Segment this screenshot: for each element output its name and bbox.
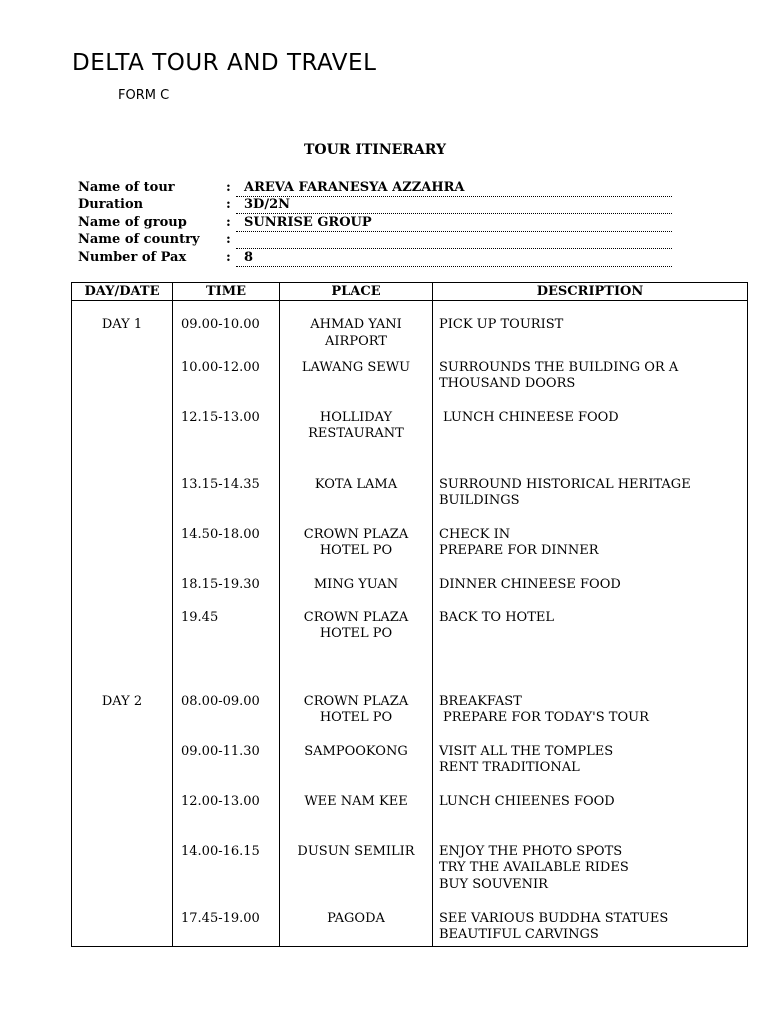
time-cell: 14.00-16.15	[173, 844, 280, 911]
time-cell: 12.00-13.00	[173, 794, 280, 844]
info-row-pax	[78, 250, 672, 267]
itinerary-table	[71, 282, 748, 947]
time-cell: 12.15-13.00	[173, 410, 280, 477]
description-cell: SURROUND HISTORICAL HERITAGE BUILDINGS	[433, 477, 748, 527]
day-cell	[72, 527, 173, 577]
company-name: DELTA TOUR AND TRAVEL	[72, 50, 377, 76]
info-label: Duration	[78, 197, 144, 213]
description-cell: LUNCH CHIEENES FOOD	[433, 794, 748, 844]
day-cell	[72, 410, 173, 477]
day-cell: DAY 2	[72, 694, 173, 744]
day-cell	[72, 577, 173, 610]
place-cell: WEE NAM KEE	[280, 794, 433, 844]
table-row	[72, 577, 748, 610]
info-value: SUNRISE GROUP	[236, 215, 672, 232]
description-cell: LUNCH CHINEESE FOOD	[433, 410, 748, 477]
info-label: Name of group	[78, 214, 187, 230]
info-value: 8	[236, 250, 672, 267]
info-value	[236, 232, 672, 249]
info-colon: :	[226, 232, 231, 248]
table-row	[72, 360, 748, 410]
time-cell: 13.15-14.35	[173, 477, 280, 527]
table-row	[72, 527, 748, 577]
table-row	[72, 694, 748, 744]
info-label: Number of Pax	[78, 249, 187, 265]
description-cell: SURROUNDS THE BUILDING OR A THOUSAND DOORS	[433, 360, 748, 410]
description-cell: DINNER CHINEESE FOOD	[433, 577, 748, 610]
place-cell: SAMPOOKONG	[280, 744, 433, 794]
time-cell: 17.45-19.00	[173, 911, 280, 947]
table-row	[72, 744, 748, 794]
description-cell: PICK UP TOURIST	[433, 301, 748, 360]
info-row-duration	[78, 197, 672, 214]
header-place: PLACE	[280, 283, 433, 301]
table-row	[72, 844, 748, 911]
info-row-tour-name	[78, 180, 672, 197]
day-cell	[72, 844, 173, 911]
description-cell: ENJOY THE PHOTO SPOTS TRY THE AVAILABLE RIDES BUY SOUVENIR	[433, 844, 748, 911]
place-cell: LAWANG SEWU	[280, 360, 433, 410]
day-cell	[72, 477, 173, 527]
info-value: 3D/2N	[236, 197, 672, 214]
info-colon: :	[226, 214, 231, 230]
time-cell: 18.15-19.30	[173, 577, 280, 610]
place-cell: PAGODA	[280, 911, 433, 947]
info-label: Name of country	[78, 232, 200, 248]
header-description: DESCRIPTION	[433, 283, 748, 301]
time-cell: 14.50-18.00	[173, 527, 280, 577]
table-row	[72, 794, 748, 844]
place-cell: CROWN PLAZA HOTEL PO	[280, 610, 433, 694]
description-cell: CHECK IN PREPARE FOR DINNER	[433, 527, 748, 577]
table-row	[72, 301, 748, 360]
table-header-row	[72, 283, 748, 301]
info-value: AREVA FARANESYA AZZAHRA	[236, 180, 672, 197]
day-cell	[72, 794, 173, 844]
place-cell: CROWN PLAZA HOTEL PO	[280, 527, 433, 577]
time-cell: 19.45	[173, 610, 280, 694]
table-row	[72, 610, 748, 694]
table-row	[72, 477, 748, 527]
table-row	[72, 911, 748, 947]
info-colon: :	[226, 249, 231, 265]
place-cell: AHMAD YANI AIRPORT	[280, 301, 433, 360]
place-cell: DUSUN SEMILIR	[280, 844, 433, 911]
info-colon: :	[226, 180, 231, 195]
tour-info-block	[78, 180, 672, 267]
document-title: TOUR ITINERARY	[303, 142, 446, 158]
description-cell: BACK TO HOTEL	[433, 610, 748, 694]
day-cell	[72, 744, 173, 794]
day-cell	[72, 911, 173, 947]
table-row	[72, 410, 748, 477]
info-label: Name of tour	[78, 180, 175, 195]
info-row-group-name	[78, 215, 672, 232]
description-cell: BREAKFAST PREPARE FOR TODAY'S TOUR	[433, 694, 748, 744]
header-time: TIME	[173, 283, 280, 301]
day-cell: DAY 1	[72, 301, 173, 360]
description-cell: VISIT ALL THE TOMPLES RENT TRADITIONAL	[433, 744, 748, 794]
info-colon: :	[226, 197, 231, 213]
place-cell: KOTA LAMA	[280, 477, 433, 527]
day-cell	[72, 610, 173, 694]
place-cell: CROWN PLAZA HOTEL PO	[280, 694, 433, 744]
time-cell: 08.00-09.00	[173, 694, 280, 744]
description-cell: SEE VARIOUS BUDDHA STATUES BEAUTIFUL CARVINGS	[433, 911, 748, 947]
day-cell	[72, 360, 173, 410]
time-cell: 09.00-11.30	[173, 744, 280, 794]
place-cell: MING YUAN	[280, 577, 433, 610]
place-cell: HOLLIDAY RESTAURANT	[280, 410, 433, 477]
form-label: FORM C	[118, 88, 170, 103]
time-cell: 10.00-12.00	[173, 360, 280, 410]
info-row-country-name	[78, 232, 672, 249]
time-cell: 09.00-10.00	[173, 301, 280, 360]
header-day-date: DAY/DATE	[72, 283, 173, 301]
